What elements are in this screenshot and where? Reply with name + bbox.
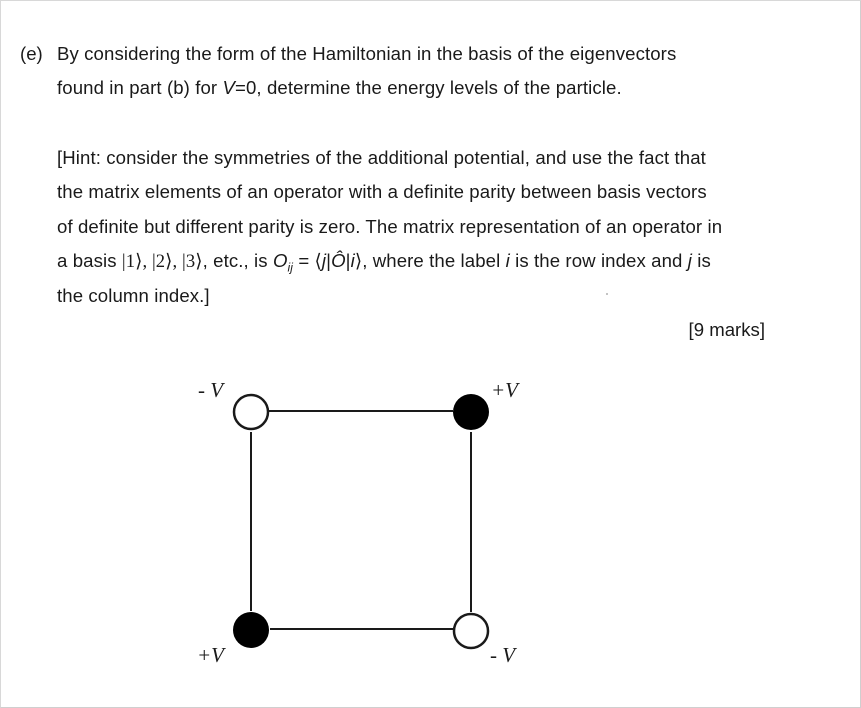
hint-line-4-after-3: is [691, 250, 711, 271]
row-index-var: i [505, 250, 510, 271]
marks-label: [9 marks] [688, 319, 765, 340]
column-index-var: j [687, 250, 692, 271]
matrix-element-symbol: O [272, 250, 288, 271]
question-line-2-end: =0, determine the energy levels of the particle. [235, 77, 622, 98]
top-right-potential-label: +V [491, 378, 518, 402]
top-left-potential-label: - V [198, 378, 224, 402]
ket-i: i [350, 250, 355, 271]
bar-1: | [326, 250, 332, 271]
operator-hat: Ô [331, 250, 346, 271]
bottom-right-potential-label: - V [490, 643, 516, 667]
question-label: (e) [20, 43, 43, 64]
bottom-left-potential-label: +V [197, 643, 224, 667]
potential-variable: V [222, 77, 236, 98]
hint-line-4-after-2: is the row index and [509, 250, 688, 271]
bar-2: | [345, 250, 351, 271]
hint-line-3: of definite but different parity is zero. The matrix representation of an operator in [57, 216, 723, 237]
bottom-left-filled-node [233, 612, 269, 648]
bottom-right-open-node [454, 614, 488, 648]
hint-line-5: the column index.] [57, 285, 210, 306]
hint-line-4-after-1: , where the label [362, 250, 506, 271]
question-line-1: By considering the form of the Hamiltonian in the basis of the eigenvectors [57, 43, 677, 64]
matrix-element-equals: = ⟨ [293, 250, 322, 271]
bra-j: j [321, 250, 327, 271]
top-right-filled-node [453, 394, 489, 430]
hint-line-4-start: a basis [57, 250, 122, 271]
hint-line-4-mid: , etc., is [202, 250, 273, 271]
basis-kets: |1⟩, |2⟩, |3⟩ [121, 251, 203, 272]
question-line-2-start: found in part (b) for [57, 77, 223, 98]
matrix-element-subscript: ij [287, 260, 294, 275]
hint-line-2: the matrix elements of an operator with a definite parity between basis vectors [57, 181, 707, 202]
ket-close: ⟩ [354, 250, 363, 271]
top-left-open-node [234, 395, 268, 429]
hint-line-1: [Hint: consider the symmetries of the additional potential, and use the fact that [57, 147, 706, 168]
square-edges [251, 411, 471, 629]
